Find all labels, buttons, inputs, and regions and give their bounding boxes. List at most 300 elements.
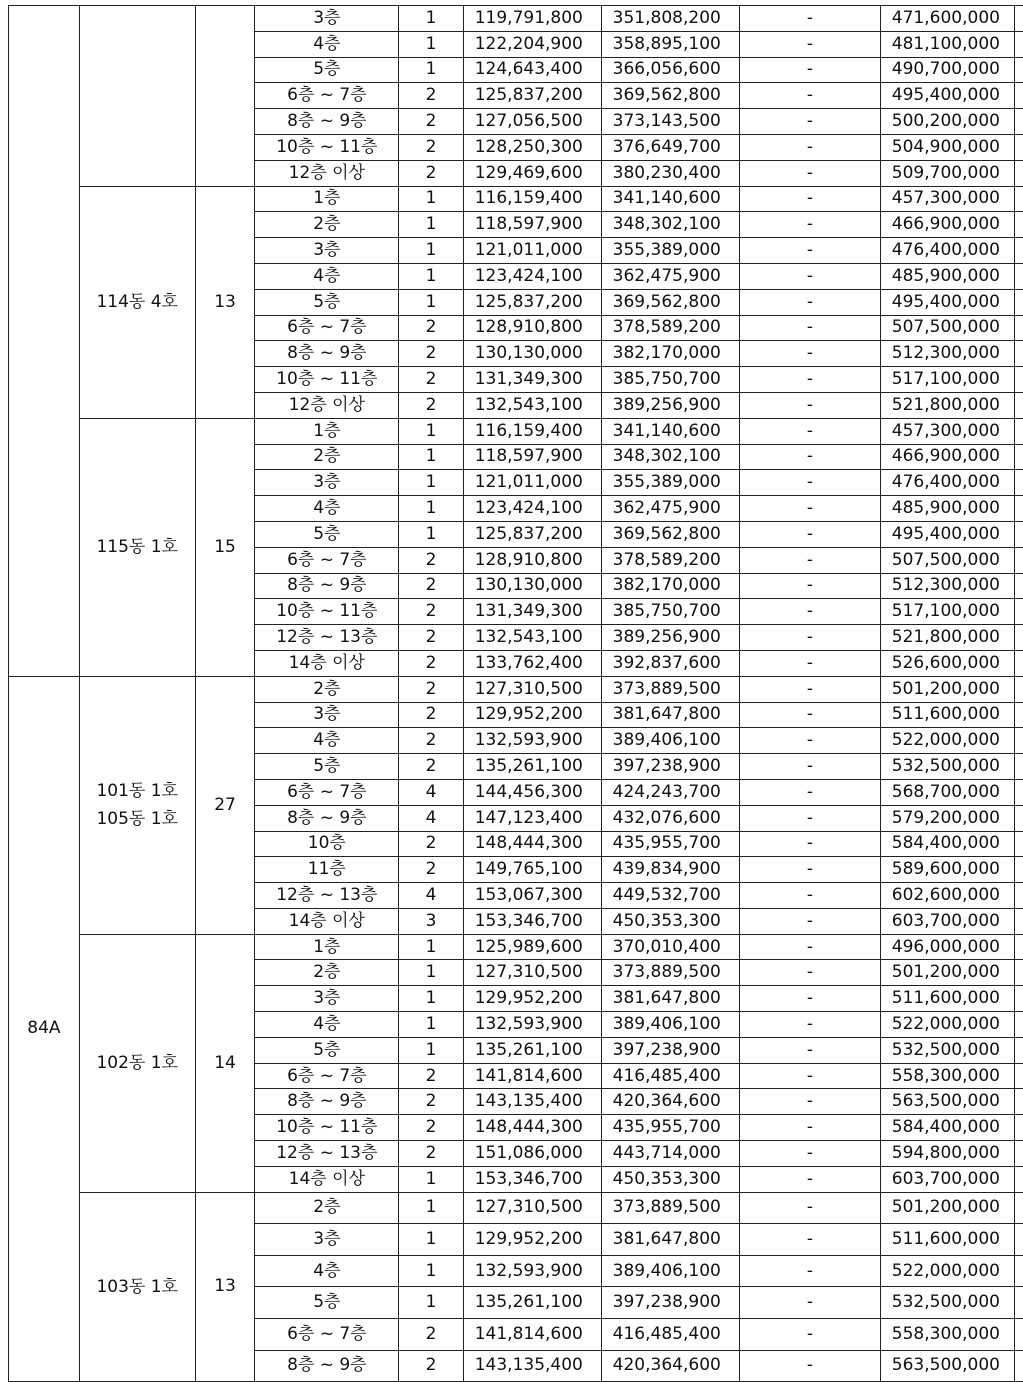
clipped-edge-cell xyxy=(1014,392,1023,418)
vat-cell: - xyxy=(739,109,880,135)
vat-cell: - xyxy=(739,1089,880,1115)
units-cell: 2 xyxy=(399,702,464,728)
units-cell: 2 xyxy=(399,754,464,780)
vat-cell: - xyxy=(739,1319,880,1351)
total-price-cell: 485,900,000 xyxy=(881,263,1015,289)
building-price-cell: 435,955,700 xyxy=(601,1115,739,1141)
floor-cell: 3층 xyxy=(255,986,399,1012)
clipped-edge-cell xyxy=(1014,521,1023,547)
floor-cell: 6층 ~ 7층 xyxy=(255,547,399,573)
land-price-cell: 121,011,000 xyxy=(463,470,601,496)
floor-cell: 4층 xyxy=(255,31,399,57)
floor-cell: 5층 xyxy=(255,1037,399,1063)
building-price-cell: 355,389,000 xyxy=(601,238,739,264)
units-cell: 1 xyxy=(399,1287,464,1319)
units-cell: 1 xyxy=(399,289,464,315)
vat-cell: - xyxy=(739,1350,880,1382)
vat-cell: - xyxy=(739,625,880,651)
units-cell: 1 xyxy=(399,1224,464,1256)
total-price-cell: 558,300,000 xyxy=(881,1063,1015,1089)
vat-cell: - xyxy=(739,1224,880,1256)
dong-unit-label: 114동 4호 xyxy=(84,288,191,316)
floor-cell: 2층 xyxy=(255,212,399,238)
vat-cell: - xyxy=(739,883,880,909)
vat-cell: - xyxy=(739,908,880,934)
building-price-cell: 449,532,700 xyxy=(601,883,739,909)
floor-cell: 12층 ~ 13층 xyxy=(255,883,399,909)
land-price-cell: 149,765,100 xyxy=(463,857,601,883)
clipped-edge-cell xyxy=(1014,367,1023,393)
units-cell: 1 xyxy=(399,6,464,32)
building-price-cell: 450,353,300 xyxy=(601,1166,739,1192)
total-price-cell: 476,400,000 xyxy=(881,470,1015,496)
units-cell: 2 xyxy=(399,1319,464,1351)
units-cell: 2 xyxy=(399,650,464,676)
clipped-edge-cell xyxy=(1014,573,1023,599)
floor-cell: 6층 ~ 7층 xyxy=(255,779,399,805)
units-cell: 1 xyxy=(399,186,464,212)
clipped-edge-cell xyxy=(1014,960,1023,986)
clipped-edge-cell xyxy=(1014,1287,1023,1319)
floor-cell: 4층 xyxy=(255,728,399,754)
building-price-cell: 370,010,400 xyxy=(601,934,739,960)
clipped-edge-cell xyxy=(1014,883,1023,909)
dong-unit-cell xyxy=(79,676,195,934)
clipped-edge-cell xyxy=(1014,109,1023,135)
land-price-cell: 125,837,200 xyxy=(463,83,601,109)
clipped-edge-cell xyxy=(1014,1166,1023,1192)
total-price-cell: 584,400,000 xyxy=(881,1115,1015,1141)
land-price-cell: 125,837,200 xyxy=(463,521,601,547)
land-price-cell: 144,456,300 xyxy=(463,779,601,805)
vat-cell: - xyxy=(739,1037,880,1063)
total-price-cell: 603,700,000 xyxy=(881,908,1015,934)
floor-cell: 4층 xyxy=(255,263,399,289)
units-cell: 1 xyxy=(399,31,464,57)
land-price-cell: 125,989,600 xyxy=(463,934,601,960)
dong-unit-cell xyxy=(79,418,195,676)
floor-cell: 5층 xyxy=(255,754,399,780)
supply-count-cell: 27 xyxy=(195,676,255,934)
clipped-edge-cell xyxy=(1014,1037,1023,1063)
building-price-cell: 369,562,800 xyxy=(601,289,739,315)
total-price-cell: 517,100,000 xyxy=(881,599,1015,625)
building-price-cell: 392,837,600 xyxy=(601,650,739,676)
building-price-cell: 362,475,900 xyxy=(601,496,739,522)
total-price-cell: 521,800,000 xyxy=(881,392,1015,418)
vat-cell: - xyxy=(739,805,880,831)
vat-cell: - xyxy=(739,238,880,264)
supply-count-cell: 13 xyxy=(195,186,255,418)
units-cell: 1 xyxy=(399,1012,464,1038)
units-cell: 1 xyxy=(399,960,464,986)
clipped-edge-cell xyxy=(1014,702,1023,728)
total-price-cell: 507,500,000 xyxy=(881,547,1015,573)
building-price-cell: 378,589,200 xyxy=(601,315,739,341)
units-cell: 2 xyxy=(399,109,464,135)
floor-cell: 3층 xyxy=(255,238,399,264)
floor-cell: 8층 ~ 9층 xyxy=(255,109,399,135)
vat-cell: - xyxy=(739,573,880,599)
land-price-cell: 125,837,200 xyxy=(463,289,601,315)
floor-cell: 8층 ~ 9층 xyxy=(255,1089,399,1115)
total-price-cell: 501,200,000 xyxy=(881,676,1015,702)
vat-cell: - xyxy=(739,418,880,444)
clipped-edge-cell xyxy=(1014,1224,1023,1256)
units-cell: 1 xyxy=(399,57,464,83)
clipped-edge-cell xyxy=(1014,805,1023,831)
land-price-cell: 129,952,200 xyxy=(463,986,601,1012)
clipped-edge-cell xyxy=(1014,315,1023,341)
clipped-edge-cell xyxy=(1014,1012,1023,1038)
floor-cell: 2층 xyxy=(255,1192,399,1224)
building-price-cell: 424,243,700 xyxy=(601,779,739,805)
units-cell: 2 xyxy=(399,1115,464,1141)
units-cell: 1 xyxy=(399,418,464,444)
building-price-cell: 362,475,900 xyxy=(601,263,739,289)
total-price-cell: 507,500,000 xyxy=(881,315,1015,341)
clipped-edge-cell xyxy=(1014,728,1023,754)
total-price-cell: 512,300,000 xyxy=(881,341,1015,367)
floor-cell: 14층 이상 xyxy=(255,650,399,676)
dong-unit-label: 102동 1호 xyxy=(84,1049,191,1077)
total-price-cell: 563,500,000 xyxy=(881,1089,1015,1115)
building-price-cell: 378,589,200 xyxy=(601,547,739,573)
building-price-cell: 358,895,100 xyxy=(601,31,739,57)
vat-cell: - xyxy=(739,315,880,341)
clipped-edge-cell xyxy=(1014,676,1023,702)
clipped-edge-cell xyxy=(1014,650,1023,676)
vat-cell: - xyxy=(739,31,880,57)
floor-cell: 8층 ~ 9층 xyxy=(255,341,399,367)
land-price-cell: 119,791,800 xyxy=(463,6,601,32)
land-price-cell: 148,444,300 xyxy=(463,1115,601,1141)
vat-cell: - xyxy=(739,960,880,986)
building-price-cell: 416,485,400 xyxy=(601,1319,739,1351)
floor-cell: 1층 xyxy=(255,418,399,444)
units-cell: 2 xyxy=(399,831,464,857)
units-cell: 2 xyxy=(399,134,464,160)
clipped-edge-cell xyxy=(1014,31,1023,57)
clipped-edge-cell xyxy=(1014,1063,1023,1089)
building-price-cell: 348,302,100 xyxy=(601,212,739,238)
land-price-cell: 128,250,300 xyxy=(463,134,601,160)
building-price-cell: 341,140,600 xyxy=(601,186,739,212)
total-price-cell: 521,800,000 xyxy=(881,625,1015,651)
clipped-edge-cell xyxy=(1014,1089,1023,1115)
units-cell: 3 xyxy=(399,908,464,934)
total-price-cell: 603,700,000 xyxy=(881,1166,1015,1192)
floor-cell: 12층 ~ 13층 xyxy=(255,1141,399,1167)
dong-unit-label: 103동 1호 xyxy=(84,1273,191,1301)
vat-cell: - xyxy=(739,934,880,960)
units-cell: 2 xyxy=(399,315,464,341)
units-cell: 1 xyxy=(399,986,464,1012)
dong-unit-cell xyxy=(79,934,195,1192)
house-type-cell xyxy=(9,6,80,677)
total-price-cell: 517,100,000 xyxy=(881,367,1015,393)
clipped-edge-cell xyxy=(1014,1350,1023,1382)
floor-cell: 12층 ~ 13층 xyxy=(255,625,399,651)
land-price-cell: 132,593,900 xyxy=(463,1255,601,1287)
clipped-edge-cell xyxy=(1014,496,1023,522)
units-cell: 1 xyxy=(399,496,464,522)
units-cell: 2 xyxy=(399,160,464,186)
clipped-edge-cell xyxy=(1014,341,1023,367)
total-price-cell: 495,400,000 xyxy=(881,521,1015,547)
land-price-cell: 131,349,300 xyxy=(463,599,601,625)
building-price-cell: 373,889,500 xyxy=(601,676,739,702)
total-price-cell: 584,400,000 xyxy=(881,831,1015,857)
land-price-cell: 118,597,900 xyxy=(463,212,601,238)
land-price-cell: 153,067,300 xyxy=(463,883,601,909)
clipped-edge-cell xyxy=(1014,986,1023,1012)
floor-cell: 6층 ~ 7층 xyxy=(255,315,399,341)
land-price-cell: 129,952,200 xyxy=(463,702,601,728)
building-price-cell: 389,406,100 xyxy=(601,728,739,754)
building-price-cell: 373,889,500 xyxy=(601,960,739,986)
vat-cell: - xyxy=(739,57,880,83)
land-price-cell: 130,130,000 xyxy=(463,573,601,599)
clipped-edge-cell xyxy=(1014,1115,1023,1141)
building-price-cell: 382,170,000 xyxy=(601,341,739,367)
clipped-edge-cell xyxy=(1014,83,1023,109)
units-cell: 2 xyxy=(399,1350,464,1382)
vat-cell: - xyxy=(739,779,880,805)
vat-cell: - xyxy=(739,444,880,470)
total-price-cell: 509,700,000 xyxy=(881,160,1015,186)
land-price-cell: 153,346,700 xyxy=(463,908,601,934)
floor-cell: 10층 ~ 11층 xyxy=(255,1115,399,1141)
units-cell: 2 xyxy=(399,341,464,367)
units-cell: 1 xyxy=(399,1255,464,1287)
vat-cell: - xyxy=(739,212,880,238)
clipped-edge-cell xyxy=(1014,1319,1023,1351)
dong-unit-label: 115동 1호 xyxy=(84,533,191,561)
floor-cell: 5층 xyxy=(255,521,399,547)
dong-unit-cell xyxy=(79,6,195,187)
total-price-cell: 471,600,000 xyxy=(881,6,1015,32)
total-price-cell: 558,300,000 xyxy=(881,1319,1015,1351)
total-price-cell: 466,900,000 xyxy=(881,212,1015,238)
land-price-cell: 128,910,800 xyxy=(463,315,601,341)
price-table xyxy=(8,5,1023,1382)
floor-cell: 4층 xyxy=(255,1012,399,1038)
total-price-cell: 485,900,000 xyxy=(881,496,1015,522)
clipped-edge-cell xyxy=(1014,625,1023,651)
floor-cell: 2층 xyxy=(255,960,399,986)
units-cell: 2 xyxy=(399,599,464,625)
building-price-cell: 369,562,800 xyxy=(601,83,739,109)
land-price-cell: 131,349,300 xyxy=(463,367,601,393)
vat-cell: - xyxy=(739,1255,880,1287)
units-cell: 1 xyxy=(399,521,464,547)
land-price-cell: 141,814,600 xyxy=(463,1063,601,1089)
building-price-cell: 420,364,600 xyxy=(601,1089,739,1115)
floor-cell: 8층 ~ 9층 xyxy=(255,1350,399,1382)
floor-cell: 3층 xyxy=(255,470,399,496)
vat-cell: - xyxy=(739,1192,880,1224)
clipped-edge-cell xyxy=(1014,134,1023,160)
land-price-cell: 127,310,500 xyxy=(463,1192,601,1224)
floor-cell: 12층 이상 xyxy=(255,392,399,418)
total-price-cell: 466,900,000 xyxy=(881,444,1015,470)
vat-cell: - xyxy=(739,496,880,522)
total-price-cell: 501,200,000 xyxy=(881,960,1015,986)
vat-cell: - xyxy=(739,702,880,728)
total-price-cell: 476,400,000 xyxy=(881,238,1015,264)
land-price-cell: 132,593,900 xyxy=(463,728,601,754)
land-price-cell: 128,910,800 xyxy=(463,547,601,573)
building-price-cell: 381,647,800 xyxy=(601,986,739,1012)
units-cell: 1 xyxy=(399,470,464,496)
clipped-edge-cell xyxy=(1014,289,1023,315)
clipped-edge-cell xyxy=(1014,599,1023,625)
vat-cell: - xyxy=(739,289,880,315)
units-cell: 1 xyxy=(399,1192,464,1224)
land-price-cell: 151,086,000 xyxy=(463,1141,601,1167)
floor-cell: 5층 xyxy=(255,1287,399,1319)
units-cell: 2 xyxy=(399,857,464,883)
floor-cell: 8층 ~ 9층 xyxy=(255,805,399,831)
vat-cell: - xyxy=(739,986,880,1012)
building-price-cell: 381,647,800 xyxy=(601,1224,739,1256)
building-price-cell: 416,485,400 xyxy=(601,1063,739,1089)
vat-cell: - xyxy=(739,1287,880,1319)
vat-cell: - xyxy=(739,1063,880,1089)
vat-cell: - xyxy=(739,1166,880,1192)
building-price-cell: 439,834,900 xyxy=(601,857,739,883)
floor-cell: 1층 xyxy=(255,934,399,960)
land-price-cell: 143,135,400 xyxy=(463,1089,601,1115)
building-price-cell: 355,389,000 xyxy=(601,470,739,496)
land-price-cell: 127,310,500 xyxy=(463,676,601,702)
clipped-edge-cell xyxy=(1014,1255,1023,1287)
vat-cell: - xyxy=(739,831,880,857)
dong-unit-cell xyxy=(79,186,195,418)
building-price-cell: 369,562,800 xyxy=(601,521,739,547)
vat-cell: - xyxy=(739,547,880,573)
total-price-cell: 495,400,000 xyxy=(881,83,1015,109)
land-price-cell: 116,159,400 xyxy=(463,418,601,444)
clipped-edge-cell xyxy=(1014,57,1023,83)
total-price-cell: 496,000,000 xyxy=(881,934,1015,960)
vat-cell: - xyxy=(739,599,880,625)
vat-cell: - xyxy=(739,83,880,109)
clipped-edge-cell xyxy=(1014,444,1023,470)
total-price-cell: 512,300,000 xyxy=(881,573,1015,599)
vat-cell: - xyxy=(739,263,880,289)
units-cell: 2 xyxy=(399,625,464,651)
total-price-cell: 511,600,000 xyxy=(881,1224,1015,1256)
land-price-cell: 132,593,900 xyxy=(463,1012,601,1038)
vat-cell: - xyxy=(739,1115,880,1141)
building-price-cell: 450,353,300 xyxy=(601,908,739,934)
clipped-edge-cell xyxy=(1014,238,1023,264)
land-price-cell: 132,543,100 xyxy=(463,392,601,418)
clipped-edge-cell xyxy=(1014,1192,1023,1224)
supply-count-cell: 13 xyxy=(195,1192,255,1382)
table-row xyxy=(9,676,1023,702)
clipped-edge-cell xyxy=(1014,934,1023,960)
vat-cell: - xyxy=(739,367,880,393)
total-price-cell: 563,500,000 xyxy=(881,1350,1015,1382)
clipped-edge-cell xyxy=(1014,1141,1023,1167)
building-price-cell: 381,647,800 xyxy=(601,702,739,728)
total-price-cell: 532,500,000 xyxy=(881,754,1015,780)
supply-count-cell: 15 xyxy=(195,418,255,676)
units-cell: 2 xyxy=(399,547,464,573)
land-price-cell: 127,310,500 xyxy=(463,960,601,986)
clipped-edge-cell xyxy=(1014,470,1023,496)
total-price-cell: 589,600,000 xyxy=(881,857,1015,883)
units-cell: 1 xyxy=(399,934,464,960)
vat-cell: - xyxy=(739,186,880,212)
total-price-cell: 579,200,000 xyxy=(881,805,1015,831)
land-price-cell: 132,543,100 xyxy=(463,625,601,651)
total-price-cell: 532,500,000 xyxy=(881,1037,1015,1063)
table-row xyxy=(9,934,1023,960)
units-cell: 2 xyxy=(399,392,464,418)
total-price-cell: 532,500,000 xyxy=(881,1287,1015,1319)
total-price-cell: 457,300,000 xyxy=(881,418,1015,444)
total-price-cell: 522,000,000 xyxy=(881,728,1015,754)
units-cell: 1 xyxy=(399,263,464,289)
units-cell: 2 xyxy=(399,728,464,754)
units-cell: 1 xyxy=(399,212,464,238)
total-price-cell: 457,300,000 xyxy=(881,186,1015,212)
total-price-cell: 501,200,000 xyxy=(881,1192,1015,1224)
vat-cell: - xyxy=(739,160,880,186)
clipped-edge-cell xyxy=(1014,418,1023,444)
land-price-cell: 122,204,900 xyxy=(463,31,601,57)
dong-unit-label: 105동 1호 xyxy=(84,805,191,833)
table-row xyxy=(9,186,1023,212)
building-price-cell: 376,649,700 xyxy=(601,134,739,160)
floor-cell: 10층 ~ 11층 xyxy=(255,367,399,393)
units-cell: 1 xyxy=(399,1037,464,1063)
land-price-cell: 148,444,300 xyxy=(463,831,601,857)
units-cell: 2 xyxy=(399,367,464,393)
total-price-cell: 522,000,000 xyxy=(881,1012,1015,1038)
supply-count-cell xyxy=(195,6,255,187)
vat-cell: - xyxy=(739,1012,880,1038)
floor-cell: 3층 xyxy=(255,6,399,32)
clipped-edge-cell xyxy=(1014,831,1023,857)
floor-cell: 6층 ~ 7층 xyxy=(255,83,399,109)
house-type-cell: 84A xyxy=(9,676,80,1382)
floor-cell: 11층 xyxy=(255,857,399,883)
vat-cell: - xyxy=(739,6,880,32)
land-price-cell: 130,130,000 xyxy=(463,341,601,367)
vat-cell: - xyxy=(739,341,880,367)
land-price-cell: 153,346,700 xyxy=(463,1166,601,1192)
total-price-cell: 500,200,000 xyxy=(881,109,1015,135)
floor-cell: 14층 이상 xyxy=(255,908,399,934)
floor-cell: 10층 ~ 11층 xyxy=(255,134,399,160)
vat-cell: - xyxy=(739,857,880,883)
floor-cell: 6층 ~ 7층 xyxy=(255,1319,399,1351)
floor-cell: 2층 xyxy=(255,676,399,702)
clipped-edge-cell xyxy=(1014,212,1023,238)
building-price-cell: 397,238,900 xyxy=(601,754,739,780)
total-price-cell: 526,600,000 xyxy=(881,650,1015,676)
floor-cell: 10층 xyxy=(255,831,399,857)
floor-cell: 10층 ~ 11층 xyxy=(255,599,399,625)
floor-cell: 5층 xyxy=(255,57,399,83)
land-price-cell: 116,159,400 xyxy=(463,186,601,212)
clipped-edge-cell xyxy=(1014,263,1023,289)
